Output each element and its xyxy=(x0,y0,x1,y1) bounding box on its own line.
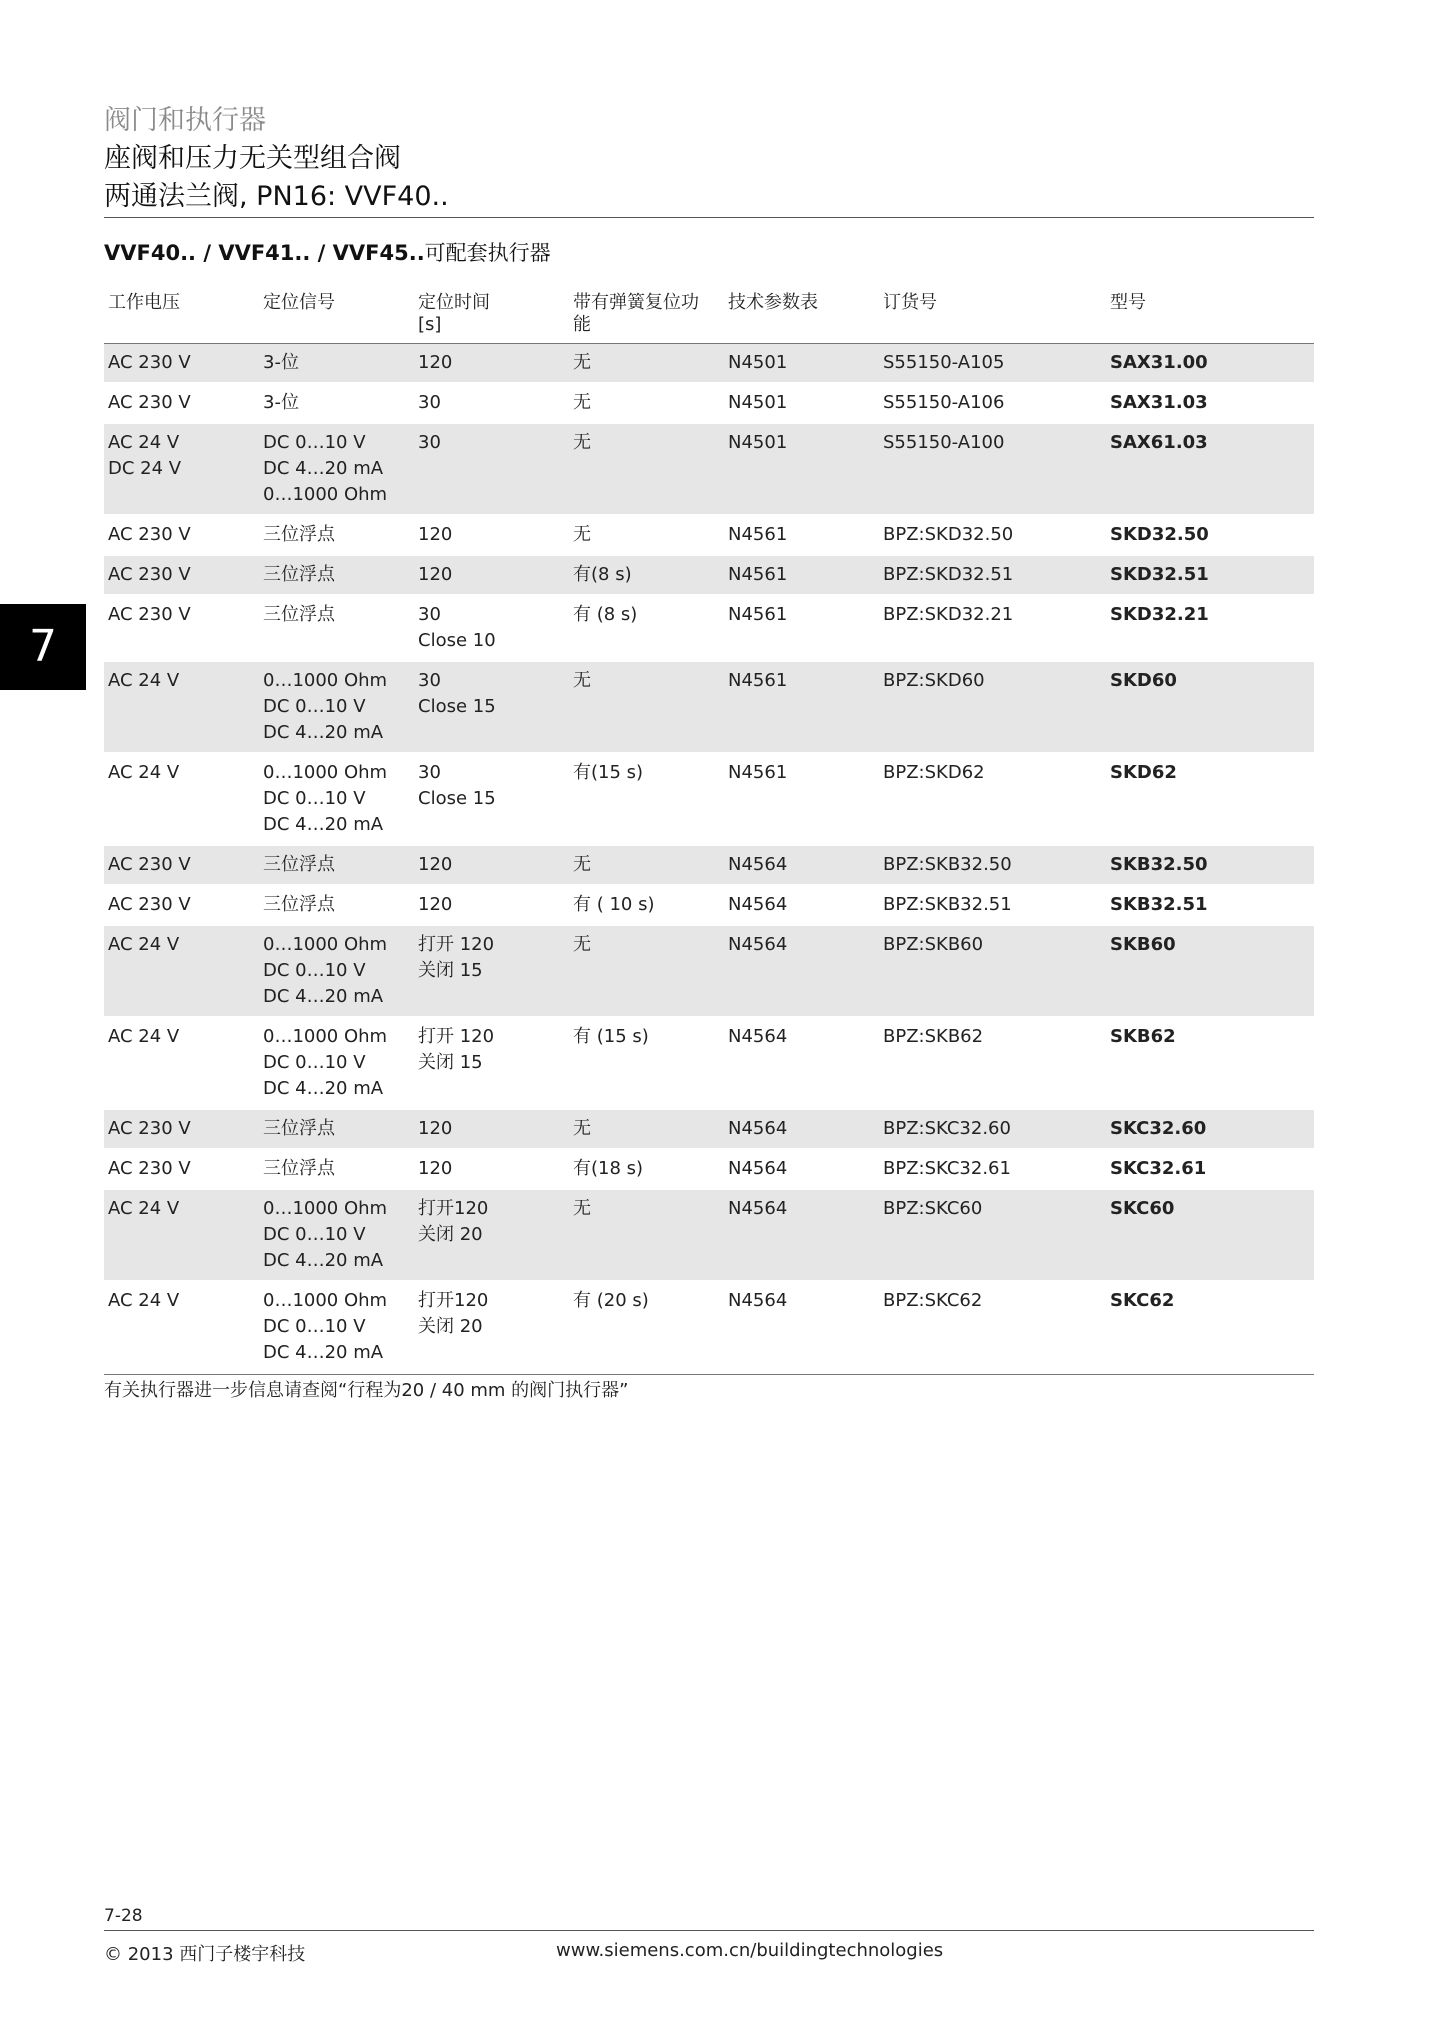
order-number-cell: BPZ:SKD32.51 xyxy=(883,564,1014,585)
datasheet-cell: N4564 xyxy=(728,854,788,875)
model-cell: SAX31.00 xyxy=(1110,352,1208,373)
voltage-cell: AC 24 V xyxy=(108,934,180,955)
model-cell: SKC32.60 xyxy=(1110,1118,1207,1139)
order-number-cell: BPZ:SKC32.61 xyxy=(883,1158,1011,1179)
subheading-text: 可配套执行器 xyxy=(424,241,551,265)
column-spring-return: 带有弹簧复位功 能 xyxy=(573,292,699,335)
datasheet-cell: N4501 xyxy=(728,352,788,373)
voltage-cell: AC 230 V xyxy=(108,854,191,875)
time-cell: 打开120 关闭 20 xyxy=(418,1290,489,1337)
table-row xyxy=(104,926,1314,1018)
spring-return-cell: 有 (20 s) xyxy=(573,1290,649,1311)
time-cell: 30 Close 15 xyxy=(418,670,496,717)
order-number-cell: S55150-A100 xyxy=(883,432,1005,453)
order-number-cell: BPZ:SKB62 xyxy=(883,1026,984,1047)
subheading-models: VVF40.. / VVF41.. / VVF45.. xyxy=(104,241,425,265)
signal-cell: 0…1000 Ohm DC 0…10 V DC 4…20 mA xyxy=(263,670,388,743)
model-cell: SKD32.50 xyxy=(1110,524,1209,545)
order-number-cell: BPZ:SKB32.50 xyxy=(883,854,1012,875)
website-url: www.siemens.com.cn/buildingtechnologies xyxy=(556,1940,944,1961)
model-cell: SAX31.03 xyxy=(1110,392,1208,413)
datasheet-cell: N4564 xyxy=(728,1118,788,1139)
table-row xyxy=(104,754,1314,846)
signal-cell: 0…1000 Ohm DC 0…10 V DC 4…20 mA xyxy=(263,762,388,835)
voltage-cell: AC 230 V xyxy=(108,352,191,373)
voltage-cell: AC 230 V xyxy=(108,524,191,545)
page-title-line2: 两通法兰阀, PN16: VVF40.. xyxy=(104,181,449,212)
spring-return-cell: 无 xyxy=(573,1118,591,1139)
signal-cell: 三位浮点 xyxy=(263,604,335,625)
order-number-cell: BPZ:SKD32.21 xyxy=(883,604,1014,625)
order-number-cell: BPZ:SKD32.50 xyxy=(883,524,1014,545)
model-cell: SKD62 xyxy=(1110,762,1177,783)
voltage-cell: AC 230 V xyxy=(108,564,191,585)
model-cell: SKB62 xyxy=(1110,1026,1176,1047)
signal-cell: 三位浮点 xyxy=(263,1158,335,1179)
table-row xyxy=(104,596,1314,662)
chapter-tab: 7 xyxy=(0,604,86,690)
table-row xyxy=(104,384,1314,424)
time-cell: 120 xyxy=(418,564,453,585)
order-number-cell: BPZ:SKD60 xyxy=(883,670,985,691)
column-model: 型号 xyxy=(1110,292,1146,313)
order-number-cell: BPZ:SKB32.51 xyxy=(883,894,1012,915)
table-row xyxy=(104,344,1314,384)
copyright: © 2013 西门子楼宇科技 xyxy=(104,1944,306,1965)
spring-return-cell: 有 (8 s) xyxy=(573,604,638,625)
order-number-cell: BPZ:SKD62 xyxy=(883,762,985,783)
table-row xyxy=(104,662,1314,754)
spring-return-cell: 无 xyxy=(573,670,591,691)
signal-cell: 0…1000 Ohm DC 0…10 V DC 4…20 mA xyxy=(263,934,388,1007)
table-header xyxy=(104,292,1314,344)
datasheet-cell: N4561 xyxy=(728,524,788,545)
table-row xyxy=(104,516,1314,556)
time-cell: 30 xyxy=(418,392,441,413)
table-bottom-rule xyxy=(104,1374,1314,1375)
page-title-line1: 座阀和压力无关型组合阀 xyxy=(104,143,401,174)
time-cell: 120 xyxy=(418,352,453,373)
datasheet-cell: N4564 xyxy=(728,934,788,955)
table-row xyxy=(104,1282,1314,1374)
section-subheading xyxy=(104,238,551,268)
table-row xyxy=(104,1150,1314,1190)
actuator-table xyxy=(104,292,1314,1375)
model-cell: SKB60 xyxy=(1110,934,1176,955)
voltage-cell: AC 230 V xyxy=(108,392,191,413)
spring-return-cell: 有(8 s) xyxy=(573,564,632,585)
column-signal: 定位信号 xyxy=(263,292,335,313)
signal-cell: 三位浮点 xyxy=(263,854,335,875)
voltage-cell: AC 230 V xyxy=(108,1158,191,1179)
footer-divider xyxy=(104,1930,1314,1931)
table-row xyxy=(104,1110,1314,1150)
model-cell: SKC62 xyxy=(1110,1290,1175,1311)
signal-cell: 3-位 xyxy=(263,392,299,413)
time-cell: 30 Close 15 xyxy=(418,762,496,809)
model-cell: SKB32.50 xyxy=(1110,854,1208,875)
model-cell: SKC60 xyxy=(1110,1198,1175,1219)
order-number-cell: BPZ:SKC60 xyxy=(883,1198,983,1219)
voltage-cell: AC 24 V xyxy=(108,670,180,691)
column-datasheet: 技术参数表 xyxy=(728,292,818,313)
column-time: 定位时间 [s] xyxy=(418,292,490,335)
table-row xyxy=(104,424,1314,516)
spring-return-cell: 无 xyxy=(573,854,591,875)
time-cell: 120 xyxy=(418,524,453,545)
signal-cell: 三位浮点 xyxy=(263,524,335,545)
page-number: 7-28 xyxy=(104,1906,143,1926)
table-row xyxy=(104,886,1314,926)
footnote: 有关执行器进一步信息请查阅“行程为20 / 40 mm 的阀门执行器” xyxy=(104,1380,629,1401)
spring-return-cell: 无 xyxy=(573,352,591,373)
header-divider xyxy=(104,217,1314,218)
order-number-cell: S55150-A105 xyxy=(883,352,1005,373)
datasheet-cell: N4561 xyxy=(728,564,788,585)
column-voltage: 工作电压 xyxy=(108,292,180,313)
model-cell: SKB32.51 xyxy=(1110,894,1208,915)
order-number-cell: BPZ:SKC62 xyxy=(883,1290,983,1311)
datasheet-cell: N4561 xyxy=(728,670,788,691)
time-cell: 打开 120 关闭 15 xyxy=(418,934,495,981)
voltage-cell: AC 230 V xyxy=(108,1118,191,1139)
datasheet-cell: N4564 xyxy=(728,1158,788,1179)
model-cell: SKD60 xyxy=(1110,670,1177,691)
time-cell: 打开 120 关闭 15 xyxy=(418,1026,495,1073)
spring-return-cell: 无 xyxy=(573,934,591,955)
datasheet-cell: N4564 xyxy=(728,1198,788,1219)
spring-return-cell: 无 xyxy=(573,524,591,545)
category-title: 阀门和执行器 xyxy=(104,105,266,136)
time-cell: 120 xyxy=(418,854,453,875)
time-cell: 30 xyxy=(418,432,441,453)
datasheet-cell: N4564 xyxy=(728,1290,788,1311)
signal-cell: 三位浮点 xyxy=(263,564,335,585)
column-order-number: 订货号 xyxy=(883,292,937,313)
signal-cell: 0…1000 Ohm DC 0…10 V DC 4…20 mA xyxy=(263,1198,388,1271)
model-cell: SKD32.51 xyxy=(1110,564,1209,585)
table-row xyxy=(104,846,1314,886)
model-cell: SKD32.21 xyxy=(1110,604,1209,625)
model-cell: SAX61.03 xyxy=(1110,432,1208,453)
time-cell: 120 xyxy=(418,1118,453,1139)
order-number-cell: S55150-A106 xyxy=(883,392,1005,413)
voltage-cell: AC 24 V xyxy=(108,762,180,783)
spring-return-cell: 无 xyxy=(573,392,591,413)
time-cell: 120 xyxy=(418,894,453,915)
voltage-cell: AC 24 V xyxy=(108,1026,180,1047)
voltage-cell: AC 24 V xyxy=(108,1290,180,1311)
time-cell: 打开120 关闭 20 xyxy=(418,1198,489,1245)
model-cell: SKC32.61 xyxy=(1110,1158,1207,1179)
spring-return-cell: 有(18 s) xyxy=(573,1158,644,1179)
page-header xyxy=(104,102,1314,216)
order-number-cell: BPZ:SKB60 xyxy=(883,934,984,955)
datasheet-cell: N4501 xyxy=(728,392,788,413)
signal-cell: 三位浮点 xyxy=(263,1118,335,1139)
spring-return-cell: 有 ( 10 s) xyxy=(573,894,655,915)
voltage-cell: AC 24 V DC 24 V xyxy=(108,432,182,479)
datasheet-cell: N4564 xyxy=(728,1026,788,1047)
time-cell: 120 xyxy=(418,1158,453,1179)
spring-return-cell: 有 (15 s) xyxy=(573,1026,649,1047)
voltage-cell: AC 230 V xyxy=(108,604,191,625)
spring-return-cell: 无 xyxy=(573,1198,591,1219)
datasheet-cell: N4501 xyxy=(728,432,788,453)
signal-cell: 3-位 xyxy=(263,352,299,373)
signal-cell: 0…1000 Ohm DC 0…10 V DC 4…20 mA xyxy=(263,1026,388,1099)
datasheet-cell: N4564 xyxy=(728,894,788,915)
spring-return-cell: 有(15 s) xyxy=(573,762,644,783)
table-body xyxy=(104,344,1314,1374)
signal-cell: DC 0…10 V DC 4…20 mA 0…1000 Ohm xyxy=(263,432,388,505)
voltage-cell: AC 230 V xyxy=(108,894,191,915)
datasheet-cell: N4561 xyxy=(728,762,788,783)
signal-cell: 三位浮点 xyxy=(263,894,335,915)
time-cell: 30 Close 10 xyxy=(418,604,496,651)
order-number-cell: BPZ:SKC32.60 xyxy=(883,1118,1011,1139)
table-row xyxy=(104,1190,1314,1282)
voltage-cell: AC 24 V xyxy=(108,1198,180,1219)
datasheet-cell: N4561 xyxy=(728,604,788,625)
table-row xyxy=(104,556,1314,596)
spring-return-cell: 无 xyxy=(573,432,591,453)
table-row xyxy=(104,1018,1314,1110)
signal-cell: 0…1000 Ohm DC 0…10 V DC 4…20 mA xyxy=(263,1290,388,1363)
